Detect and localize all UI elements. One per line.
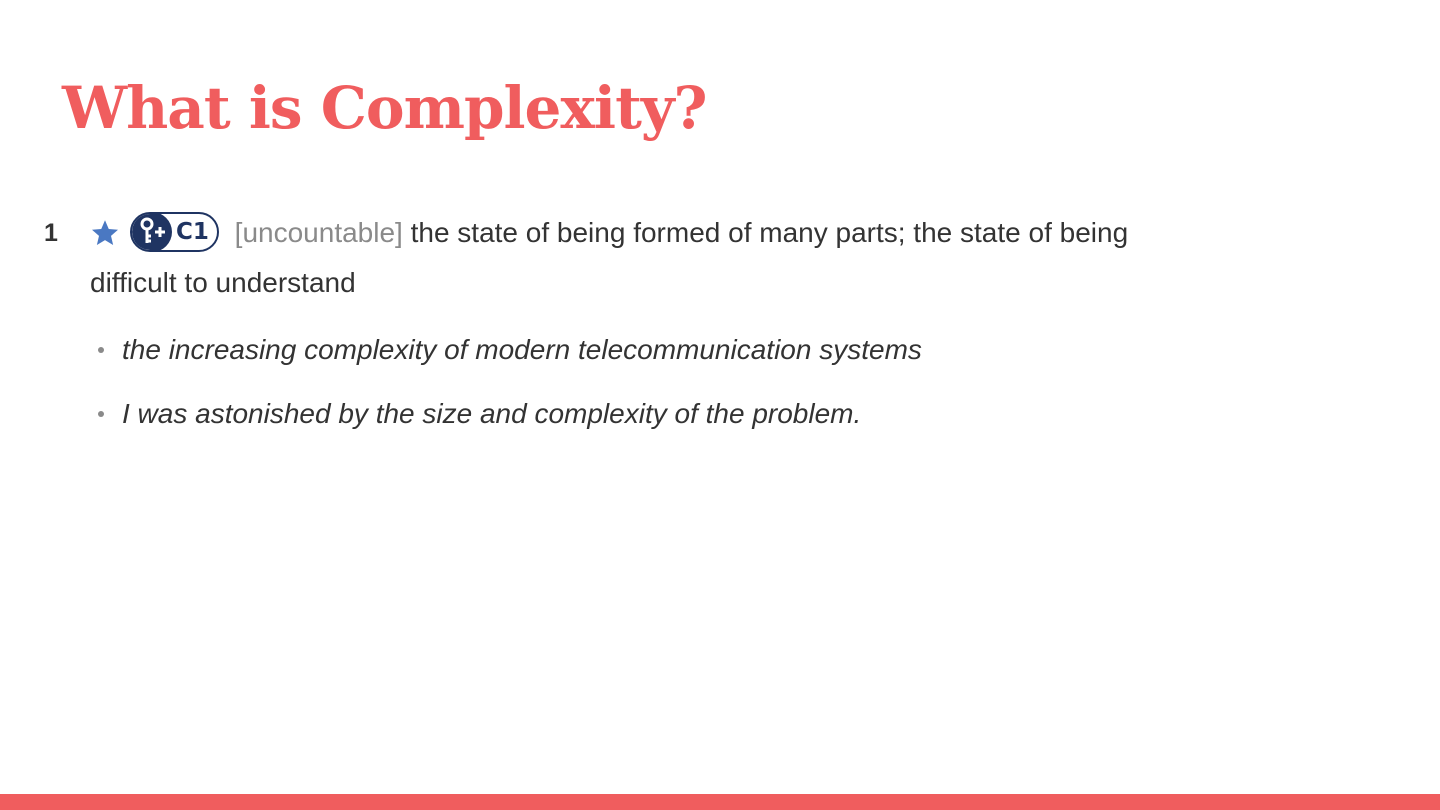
example-item [90,382,922,446]
example-text: the increasing complexity of modern telecommunication systems [122,334,922,365]
example-list [90,318,922,446]
star-icon [90,218,120,248]
bullet-icon [98,347,104,353]
grammar-label: [uncountable] [234,217,403,248]
star-shape [92,220,118,245]
example-item [90,318,922,382]
slide-title: What is Complexity? [62,74,707,142]
bullet-icon [98,411,104,417]
definition-block [90,208,1180,308]
key-plus-icon [132,212,174,252]
example-text: I was astonished by the size and complexity of the problem. [122,398,862,429]
definition-text: the state of being formed of many parts; the state of being difficult to understand [90,217,1129,298]
level-badge [130,212,219,252]
sense-number: 1 [44,219,58,247]
level-label: C1 [176,219,209,245]
footer-bar [0,794,1440,810]
